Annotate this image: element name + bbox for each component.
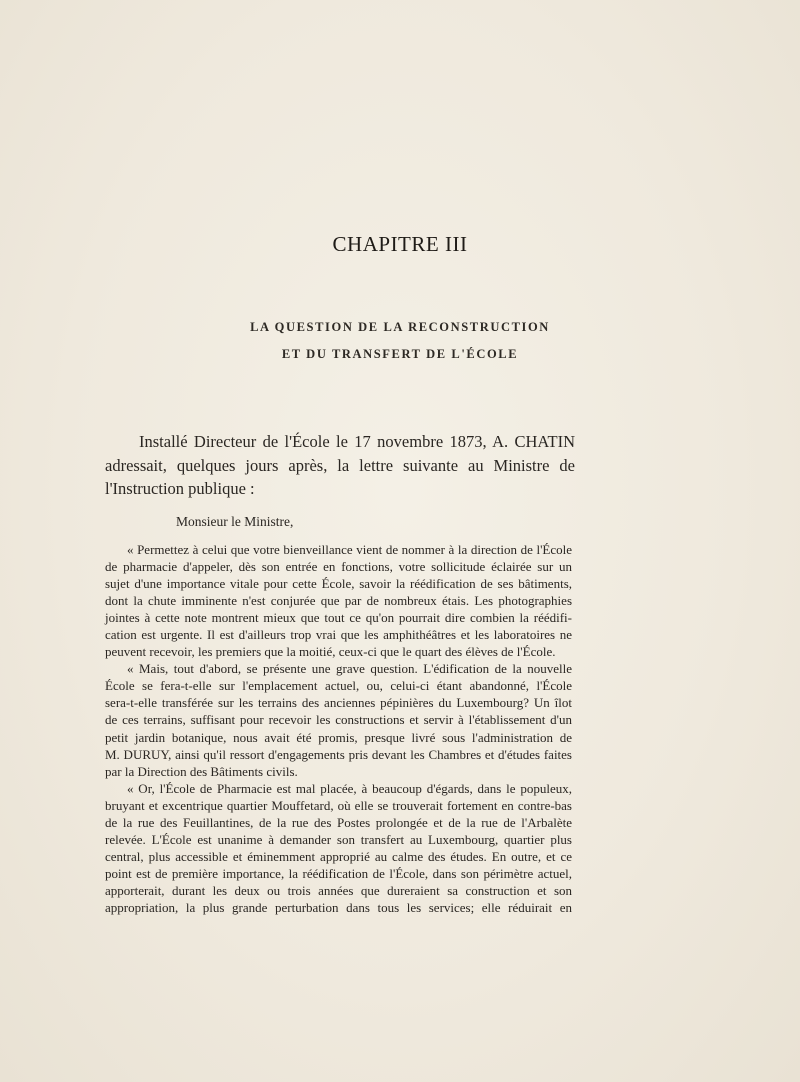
letter-line: « Mais, tout d'abord, se présente une grave question. L'édification de la nouvelle [127, 661, 572, 677]
letter-body [105, 541, 572, 916]
letter-line: École se fera-t-elle sur l'emplacement actuel, ou, celui-ci étant abandonné, l'École [105, 678, 572, 694]
letter-line: jointes à cette note montrent mieux que tout ce qu'on pourrait dire combien la réédifi- [105, 610, 572, 626]
intro-line: Installé Directeur de l'École le 17 novembre 1873, A. CHATIN [139, 432, 575, 451]
letter-line: bruyant et excentrique quartier Mouffetard, où elle se trouverait fortement en contre-bas [105, 797, 572, 813]
letter-line: « Permettez à celui que votre bienveillance vient de nommer à la direction de l'École [127, 542, 572, 557]
letter-line: « Or, l'École de Pharmacie est mal placée, à beaucoup d'égards, dans le populeux, [127, 780, 572, 796]
intro-line: adressait, quelques jours après, la lettre suivante au Ministre de [105, 455, 575, 475]
letter-line: dont la chute imminente n'est conjurée que par de nombreux étais. Les photographies [105, 593, 572, 609]
letter-line: relevée. L'École est unanime à demander son transfert au Luxembourg, quartier plus [105, 831, 572, 847]
letter-line: appropriation, la plus grande perturbation dans tous les services; elle réduirait en [105, 899, 572, 915]
letter-line: sujet d'une importance vitale pour cette École, savoir la réédification de ses bâtiments, [105, 576, 572, 592]
intro-paragraph [105, 430, 575, 501]
section-subtitle-line-1: LA QUESTION DE LA RECONSTRUCTION [250, 320, 550, 334]
letter-line: par la Direction des Bâtiments civils. [105, 763, 298, 779]
letter-line: de la rue des Feuillantines, de la rue des Postes prolongée et de la rue de l'Arbalète [105, 814, 572, 830]
intro-line: l'Instruction publique : [105, 479, 255, 498]
letter-line: M. DURUY, ainsi qu'il ressort d'engagements pris devant les Chambres et d'études faites [105, 746, 572, 762]
letter-line: cation est urgente. Il est d'ailleurs trop vrai que les amphithéâtres et les laboratoires ne [105, 627, 572, 643]
chapter-title: CHAPITRE III [332, 232, 468, 256]
letter-line: central, plus accessible et éminemment approprié au calme des études. En outre, et ce [105, 848, 572, 864]
letter-line: petit jardin botanique, nous avait été promis, presque livré sous l'administration de [105, 729, 572, 745]
letter-line: sera-t-elle transférée sur les terrains des anciennes pépinières du Luxembourg? Un îlot [105, 695, 572, 711]
letter-line: de ces terrains, suffisant pour recevoir les constructions et servir à l'établissement d'un [105, 712, 572, 728]
letter-line: apporterait, durant les deux ou trois années que dureraient sa construction et son [105, 882, 572, 898]
letter-line: peuvent recevoir, les premiers que la moitié, ceux-ci que le quart des élèves de l'École. [105, 644, 556, 660]
letter-line: de pharmacie d'appeler, dès son entrée en fonctions, votre sollicitude éclairée sur un [105, 559, 572, 575]
letter-line: point est de première importance, la réédification de l'École, dans son périmètre actuel, [105, 865, 572, 881]
section-subtitle-line-2: ET DU TRANSFERT DE L'ÉCOLE [281, 347, 519, 361]
letter-salutation: Monsieur le Ministre, [176, 514, 294, 529]
